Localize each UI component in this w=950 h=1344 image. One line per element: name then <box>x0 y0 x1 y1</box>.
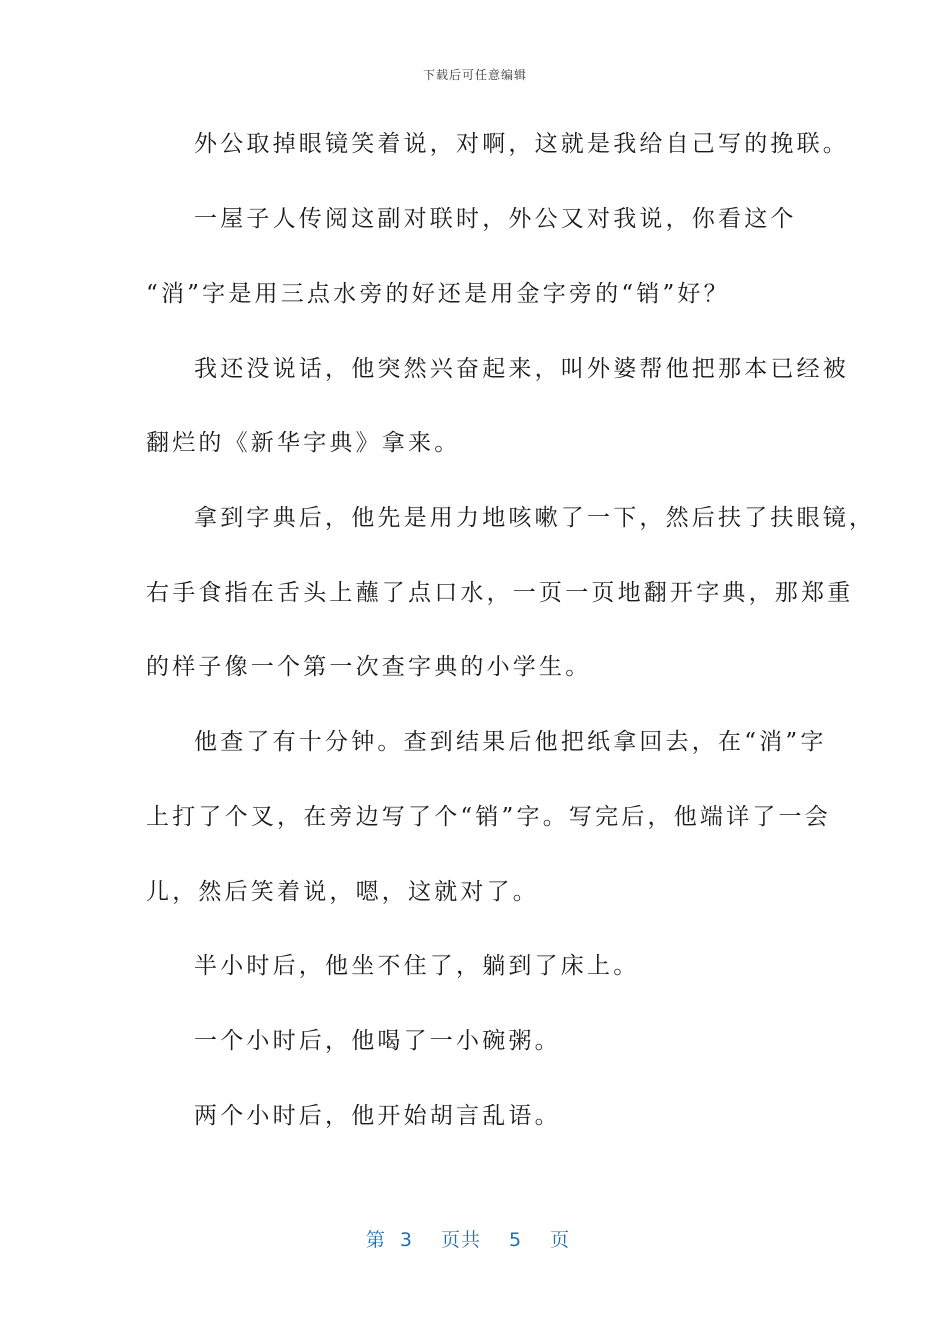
footer-prefix: 第 <box>365 1229 386 1251</box>
text-line: 翻烂的《新华字典》拿来。 <box>146 430 461 456</box>
text-line: 一屋子人传阅这副对联时，外公又对我说，你看这个 <box>194 206 797 232</box>
text-line: 外公取掉眼镜笑着说，对啊，这就是我给自己写的挽联。 <box>194 131 849 157</box>
text-line: 我还没说话，他突然兴奋起来，叫外婆帮他把那本已经被 <box>194 356 849 382</box>
text-line: 他查了有十分钟。查到结果后他把纸拿回去，在“消”字 <box>194 729 827 755</box>
text-line: 上打了个叉，在旁边写了个“销”字。写完后，他端详了一会 <box>146 804 831 830</box>
page-footer <box>0 1225 950 1252</box>
text-line: 的样子像一个第一次查字典的小学生。 <box>146 654 592 680</box>
text-line: 儿，然后笑着说，嗯，这就对了。 <box>146 879 539 905</box>
text-line: “消”字是用三点水旁的好还是用金字旁的“销”好？ <box>146 281 730 307</box>
page-header: 下载后可任意编辑 <box>422 68 527 82</box>
total-pages-number: 5 <box>509 1229 523 1251</box>
text-line: 一个小时后，他喝了一小碗粥。 <box>194 1028 561 1054</box>
text-line: 半小时后，他坐不住了，躺到了床上。 <box>194 953 640 979</box>
text-line: 两个小时后，他开始胡言乱语。 <box>194 1103 561 1129</box>
text-line: 拿到字典后，他先是用力地咳嗽了一下，然后扶了扶眼镜， <box>194 505 876 531</box>
footer-middle: 页共 <box>440 1229 481 1251</box>
current-page-number: 3 <box>399 1229 413 1251</box>
footer-suffix: 页 <box>550 1229 571 1251</box>
text-line: 右手食指在舌头上蘸了点口水，一页一页地翻开字典，那郑重 <box>146 580 854 606</box>
